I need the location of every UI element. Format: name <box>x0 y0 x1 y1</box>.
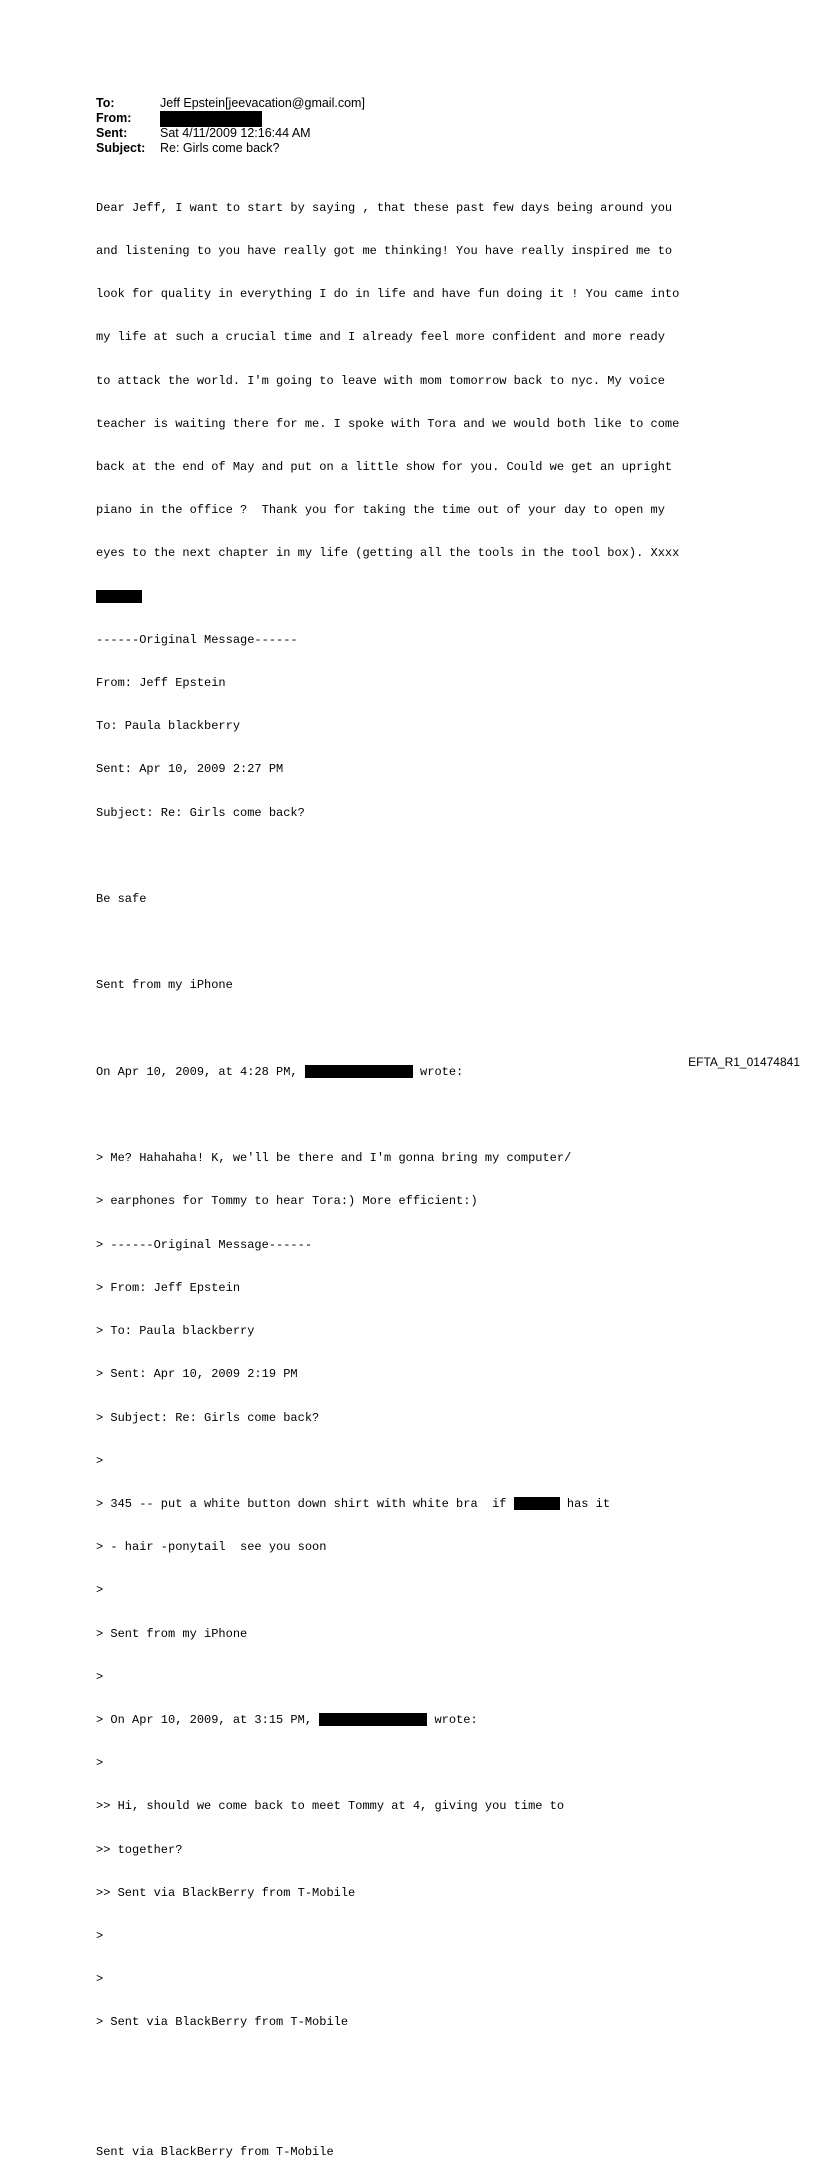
quoted-line: > Me? Hahahaha! K, we'll be there and I'm gonna bring my computer/ <box>96 1151 572 1166</box>
to-value: Jeff Epstein[jeevacation@gmail.com] <box>160 96 365 110</box>
blank-line <box>96 2102 679 2116</box>
quoted-line: > <box>96 1583 104 1598</box>
body-line: look for quality in everything I do in life and have fun doing it ! You came into <box>96 287 680 302</box>
document-id: EFTA_R1_01474841 <box>688 1055 800 1069</box>
subject-value: Re: Girls come back? <box>160 141 280 155</box>
blank-line <box>96 1108 679 1122</box>
body-line: Be safe <box>96 892 147 907</box>
quoted-line: > <box>96 1756 104 1771</box>
quoted-text: > 345 -- put a white button down shirt with white bra if <box>96 1496 514 1511</box>
quoted-line: > Sent from my iPhone <box>96 1626 248 1641</box>
quoted-attribution <box>96 1713 679 1727</box>
email-header <box>96 96 365 156</box>
quoted-line: > Subject: Re: Girls come back? <box>96 1410 320 1425</box>
email-body <box>96 172 679 2174</box>
from-row <box>96 111 365 126</box>
body-line: Dear Jeff, I want to start by saying , that these past few days being around you <box>96 200 673 215</box>
subject-row <box>96 141 365 156</box>
original-subject: Subject: Re: Girls come back? <box>96 805 305 820</box>
signature-line <box>96 590 679 604</box>
body-line: piano in the office ? Thank you for taking the time out of your day to open my <box>96 503 665 518</box>
body-line: eyes to the next chapter in my life (getting all the tools in the tool box). Xxxx <box>96 546 680 561</box>
body-line: back at the end of May and put on a little show for you. Could we get an upright <box>96 460 673 475</box>
quoted-text: has it <box>559 1496 611 1511</box>
to-label: To: <box>96 96 115 110</box>
sent-label: Sent: <box>96 126 128 140</box>
quoted-line: > earphones for Tommy to hear Tora:) More efficient:) <box>96 1194 478 1209</box>
blank-line <box>96 2059 679 2073</box>
quoted-line: >> Hi, should we come back to meet Tommy at 4, giving you time to <box>96 1799 565 1814</box>
sender-redaction <box>319 1713 427 1726</box>
quoted-line: >> Sent via BlackBerry from T-Mobile <box>96 1885 356 1900</box>
quoted-line: > <box>96 1928 104 1943</box>
quoted-line: > To: Paula blackberry <box>96 1324 255 1339</box>
quoted-line: > Sent via BlackBerry from T-Mobile <box>96 2015 349 2030</box>
name-redaction <box>514 1497 560 1510</box>
quoted-line: > ------Original Message------ <box>96 1237 313 1252</box>
from-redaction <box>160 111 262 127</box>
attribution-text: > On Apr 10, 2009, at 3:15 PM, <box>96 1712 320 1727</box>
attribution-wrote: wrote: <box>427 1712 478 1727</box>
quoted-line: > <box>96 1972 104 1987</box>
body-line: and listening to you have really got me thinking! You have really inspired me to <box>96 244 673 259</box>
original-sent: Sent: Apr 10, 2009 2:27 PM <box>96 762 284 777</box>
quoted-line <box>96 1497 679 1511</box>
quoted-line: > Sent: Apr 10, 2009 2:19 PM <box>96 1367 298 1382</box>
quoted-line: > <box>96 1669 104 1684</box>
quoted-line: >> together? <box>96 1842 183 1857</box>
original-to: To: Paula blackberry <box>96 719 241 734</box>
sender-redaction <box>305 1065 413 1078</box>
body-line: Sent via BlackBerry from T-Mobile <box>96 2144 334 2159</box>
from-label: From: <box>96 111 132 125</box>
original-from: From: Jeff Epstein <box>96 676 226 691</box>
blank-line <box>96 1022 679 1036</box>
quoted-line: > - hair -ponytail see you soon <box>96 1540 327 1555</box>
sent-value: Sat 4/11/2009 12:16:44 AM <box>160 126 311 140</box>
attribution-wrote: wrote: <box>412 1064 464 1079</box>
to-row <box>96 96 365 111</box>
body-line: my life at such a crucial time and I already feel more confident and more ready <box>96 330 665 345</box>
body-line: to attack the world. I'm going to leave with mom tomorrow back to nyc. My voice <box>96 373 665 388</box>
subject-label: Subject: <box>96 141 146 155</box>
signature-redaction <box>96 590 142 603</box>
original-message-divider: ------Original Message------ <box>96 632 298 647</box>
quoted-line: > From: Jeff Epstein <box>96 1280 241 1295</box>
quote-attribution <box>96 1065 679 1079</box>
blank-line <box>96 935 679 949</box>
body-line: teacher is waiting there for me. I spoke with Tora and we would both like to come <box>96 416 680 431</box>
quoted-line: > <box>96 1453 104 1468</box>
sent-row <box>96 126 365 141</box>
attribution-text: On Apr 10, 2009, at 4:28 PM, <box>96 1064 305 1079</box>
blank-line <box>96 849 679 863</box>
body-line: Sent from my iPhone <box>96 978 233 993</box>
